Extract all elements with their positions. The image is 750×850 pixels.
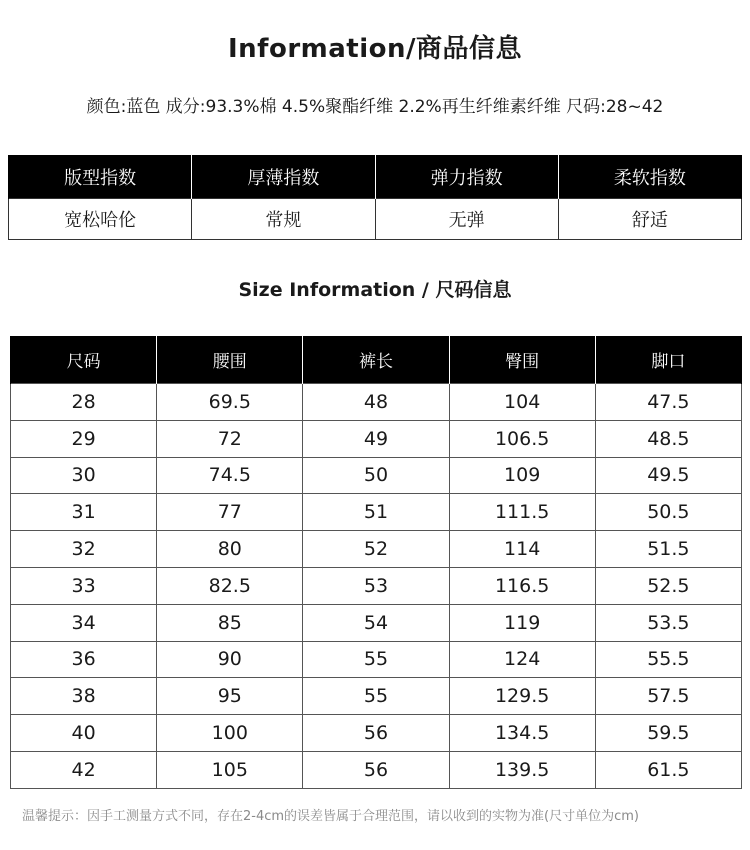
page-title: Information/商品信息: [227, 34, 523, 64]
table-row: [11, 567, 742, 604]
table-cell: 129.5: [449, 678, 595, 715]
table-cell: 104: [449, 384, 595, 421]
product-composition: 颜色:蓝色 成分:93.3%棉 4.5%聚酯纤维 2.2%再生纤维素纤维 尺码:28~42: [86, 97, 664, 117]
table-cell: 57.5: [595, 678, 741, 715]
attribute-value-row: [9, 199, 742, 240]
table-row: [11, 531, 742, 568]
table-cell: 72: [157, 420, 303, 457]
table-cell: 51: [303, 494, 449, 531]
size-header-row: [11, 336, 742, 384]
table-cell: 29: [11, 420, 157, 457]
table-cell: 77: [157, 494, 303, 531]
table-cell: 100: [157, 715, 303, 752]
table-cell: 56: [303, 751, 449, 788]
table-row: [11, 384, 742, 421]
size-section-title: Size Information / 尺码信息: [238, 279, 512, 301]
attribute-header: 弹力指数: [375, 155, 558, 199]
table-cell: 52: [303, 531, 449, 568]
table-cell: 47.5: [595, 384, 741, 421]
table-cell: 52.5: [595, 567, 741, 604]
table-cell: 61.5: [595, 751, 741, 788]
attribute-header: 厚薄指数: [192, 155, 375, 199]
table-cell: 33: [11, 567, 157, 604]
measurement-note: 温馨提示：因手工测量方式不同，存在2-4cm的误差皆属于合理范围，请以收到的实物为准(尺寸单位为cm): [22, 809, 639, 824]
table-cell: 49.5: [595, 457, 741, 494]
table-cell: 50: [303, 457, 449, 494]
table-cell: 116.5: [449, 567, 595, 604]
table-row: [11, 457, 742, 494]
table-cell: 32: [11, 531, 157, 568]
table-cell: 111.5: [449, 494, 595, 531]
table-row: [11, 420, 742, 457]
size-header: 裤长: [303, 336, 449, 384]
attribute-value: 舒适: [558, 199, 741, 240]
attribute-value: 宽松哈伦: [9, 199, 192, 240]
table-cell: 49: [303, 420, 449, 457]
size-header: 尺码: [11, 336, 157, 384]
table-cell: 40: [11, 715, 157, 752]
attribute-table: [8, 155, 742, 240]
table-row: [11, 751, 742, 788]
table-cell: 55.5: [595, 641, 741, 678]
table-cell: 82.5: [157, 567, 303, 604]
table-cell: 28: [11, 384, 157, 421]
table-cell: 53.5: [595, 604, 741, 641]
table-cell: 74.5: [157, 457, 303, 494]
table-cell: 36: [11, 641, 157, 678]
table-cell: 106.5: [449, 420, 595, 457]
table-cell: 48: [303, 384, 449, 421]
table-cell: 59.5: [595, 715, 741, 752]
table-cell: 134.5: [449, 715, 595, 752]
table-cell: 109: [449, 457, 595, 494]
table-row: [11, 715, 742, 752]
size-header: 脚口: [595, 336, 741, 384]
table-cell: 54: [303, 604, 449, 641]
attribute-header-row: [9, 155, 742, 199]
table-row: [11, 641, 742, 678]
attribute-header: 版型指数: [9, 155, 192, 199]
table-cell: 95: [157, 678, 303, 715]
table-cell: 38: [11, 678, 157, 715]
table-cell: 85: [157, 604, 303, 641]
attribute-value: 常规: [192, 199, 375, 240]
table-row: [11, 494, 742, 531]
table-cell: 56: [303, 715, 449, 752]
size-header: 腰围: [157, 336, 303, 384]
table-cell: 105: [157, 751, 303, 788]
attribute-header: 柔软指数: [558, 155, 741, 199]
table-cell: 53: [303, 567, 449, 604]
table-cell: 114: [449, 531, 595, 568]
size-table-body: [11, 384, 742, 789]
table-row: [11, 604, 742, 641]
table-row: [11, 678, 742, 715]
table-cell: 55: [303, 641, 449, 678]
table-cell: 139.5: [449, 751, 595, 788]
table-cell: 69.5: [157, 384, 303, 421]
table-cell: 124: [449, 641, 595, 678]
table-cell: 30: [11, 457, 157, 494]
attribute-value: 无弹: [375, 199, 558, 240]
size-header: 臀围: [449, 336, 595, 384]
table-cell: 119: [449, 604, 595, 641]
table-cell: 90: [157, 641, 303, 678]
table-cell: 55: [303, 678, 449, 715]
size-table: [10, 336, 742, 789]
table-cell: 31: [11, 494, 157, 531]
table-cell: 51.5: [595, 531, 741, 568]
table-cell: 80: [157, 531, 303, 568]
table-cell: 50.5: [595, 494, 741, 531]
table-cell: 48.5: [595, 420, 741, 457]
table-cell: 42: [11, 751, 157, 788]
table-cell: 34: [11, 604, 157, 641]
